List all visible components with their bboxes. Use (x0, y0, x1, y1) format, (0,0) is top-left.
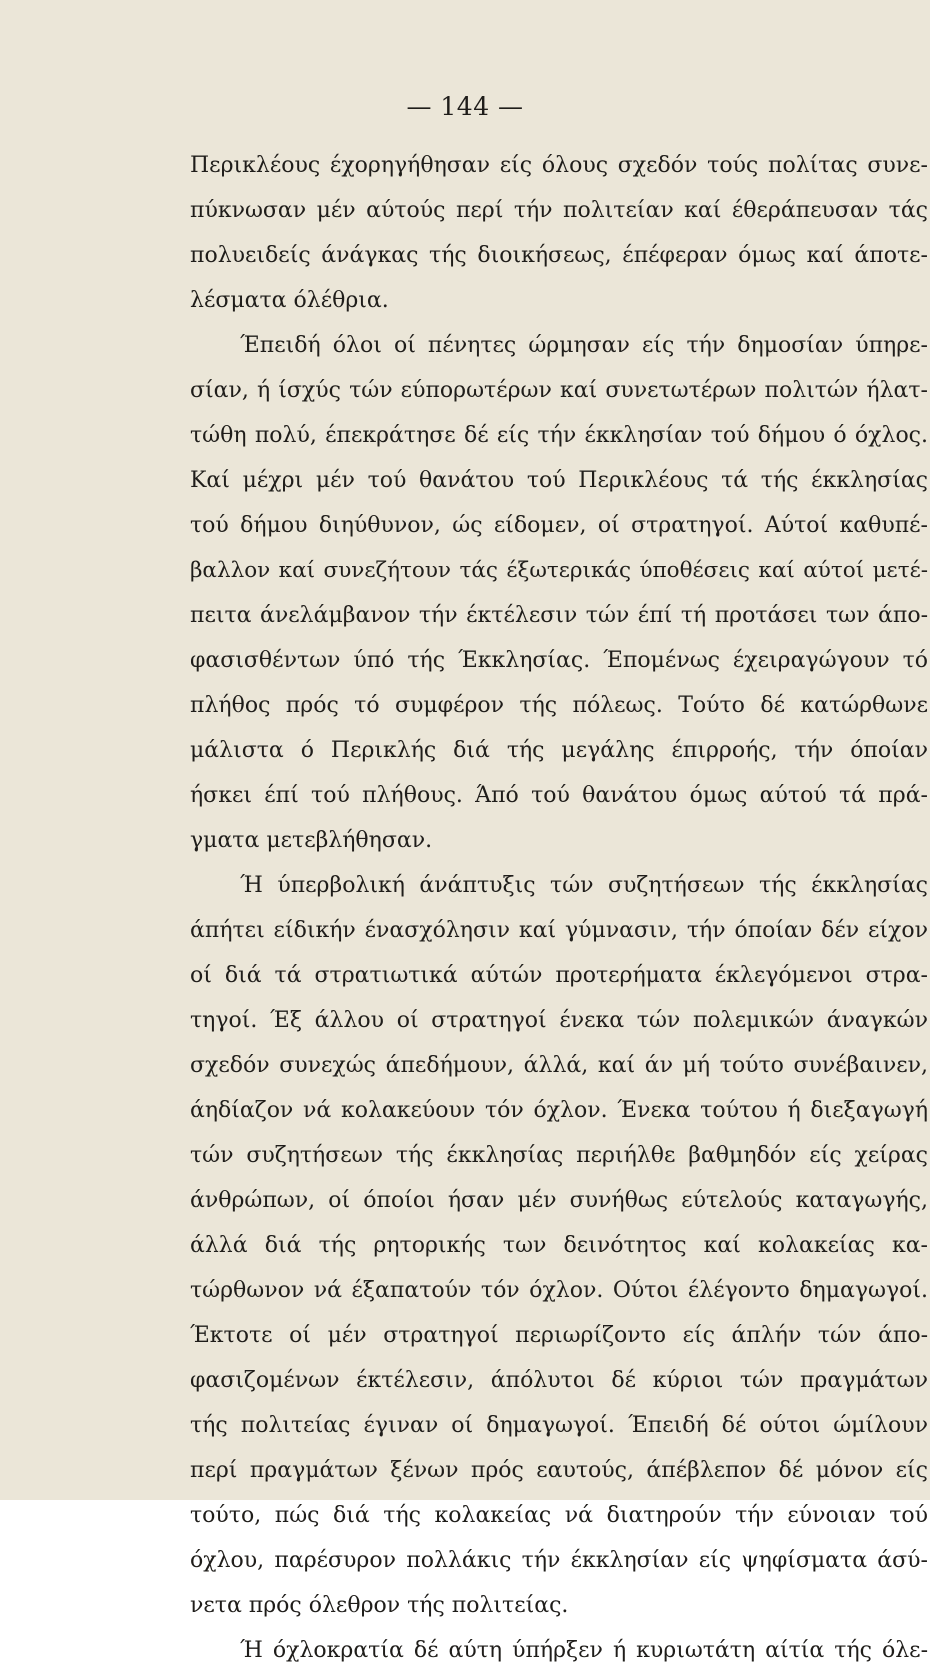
text-line: μάλιστα ό Περικλής διά τής μεγάλης έπιρροής, τήν όποίαν (190, 738, 928, 763)
text-line: Ή όχλοκρατία δέ αύτη ύπήρξεν ή κυριωτάτη αίτία τής όλε- (240, 1638, 928, 1663)
page-edge (930, 0, 936, 1500)
text-line: πολυειδείς άνάγκας τής διοικήσεως, έπέφεραν όμως καί άποτε- (190, 243, 928, 268)
text-line: άπήτει είδικήν ένασχόλησιν καί γύμνασιν, τήν όποίαν δέν είχον (190, 918, 928, 943)
text-line: Έκτοτε οί μέν στρατηγοί περιωρίζοντο είς άπλήν τών άπο- (190, 1323, 928, 1348)
text-line: πύκνωσαν μέν αύτούς περί τήν πολιτείαν καί έθεράπευσαν τάς (190, 198, 928, 223)
text-line: Καί μέχρι μέν τού θανάτου τού Περικλέους τά τής έκκλησίας (190, 468, 928, 493)
text-line: τηγοί. Έξ άλλου οί στρατηγοί ένεκα τών πολεμικών άναγκών (190, 1008, 928, 1033)
text-line: νετα πρός όλεθρον τής πολιτείας. (190, 1593, 569, 1618)
text-line: σχεδόν συνεχώς άπεδήμουν, άλλά, καί άν μή τούτο συνέβαινεν, (190, 1053, 928, 1078)
text-line: τώθη πολύ, έπεκράτησε δέ είς τήν έκκλησίαν τού δήμου ό όχλος. (190, 423, 928, 448)
text-line: φασιζομένων έκτέλεσιν, άπόλυτοι δέ κύριοι τών πραγμάτων (190, 1368, 928, 1393)
text-line: λέσματα όλέθρια. (190, 288, 389, 313)
text-line: τώρθωνον νά έξαπατούν τόν όχλον. Ούτοι έλέγοντο δημαγωγοί. (190, 1278, 928, 1303)
page-number: — 144 — (406, 92, 524, 121)
text-line: τής πολιτείας έγιναν οί δημαγωγοί. Έπειδή δέ ούτοι ώμίλουν (190, 1413, 928, 1438)
text-line: Περικλέους έχορηγήθησαν είς όλους σχεδόν τούς πολίτας συνε- (190, 153, 928, 178)
text-line: πλήθος πρός τό συμφέρον τής πόλεως. Τούτο δέ κατώρθωνε (190, 693, 928, 718)
text-line: ήσκει έπί τού πλήθους. Άπό τού θανάτου όμως αύτού τά πρά- (190, 783, 928, 808)
text-line: Ή ύπερβολική άνάπτυξις τών συζητήσεων τής έκκλησίας (240, 873, 928, 898)
text-line: γματα μετεβλήθησαν. (190, 828, 433, 853)
body-text (190, 143, 928, 1673)
text-line: τών συζητήσεων τής έκκλησίας περιήλθε βαθμηδόν είς χείρας (190, 1143, 928, 1168)
text-line: φασισθέντων ύπό τής Έκκλησίας. Έπομένως έχειραγώγουν τό (190, 648, 928, 673)
text-line: βαλλον καί συνεζήτουν τάς έξωτερικάς ύποθέσεις καί αύτοί μετέ- (190, 558, 928, 583)
text-line: σίαν, ή ίσχύς τών εύπορωτέρων καί συνετωτέρων πολιτών ήλατ- (190, 378, 928, 403)
text-line: περί πραγμάτων ξένων πρός εαυτούς, άπέβλεπον δέ μόνον είς (190, 1458, 928, 1483)
text-line: τούτο, πώς διά τής κολακείας νά διατηρούν τήν εύνοιαν τού (190, 1503, 928, 1528)
text-line: άνθρώπων, οί όποίοι ήσαν μέν συνήθως εύτελούς καταγωγής, (190, 1188, 928, 1213)
text-line: οί διά τά στρατιωτικά αύτών προτερήματα έκλεγόμενοι στρα- (190, 963, 928, 988)
text-line: όχλου, παρέσυρον πολλάκις τήν έκκλησίαν είς ψηφίσματα άσύ- (190, 1548, 928, 1573)
text-line: τού δήμου διηύθυνον, ώς είδομεν, οί στρατηγοί. Αύτοί καθυπέ- (190, 513, 928, 538)
text-line: πειτα άνελάμβανον τήν έκτέλεσιν τών έπί τή προτάσει των άπο- (190, 603, 928, 628)
text-line: άηδίαζον νά κολακεύουν τόν όχλον. Ένεκα τούτου ή διεξαγωγή (190, 1098, 928, 1123)
text-line: άλλά διά τής ρητορικής των δεινότητος καί κολακείας κα- (190, 1233, 928, 1258)
text-line: Έπειδή όλοι οί πένητες ώρμησαν είς τήν δημοσίαν ύπηρε- (240, 333, 928, 358)
